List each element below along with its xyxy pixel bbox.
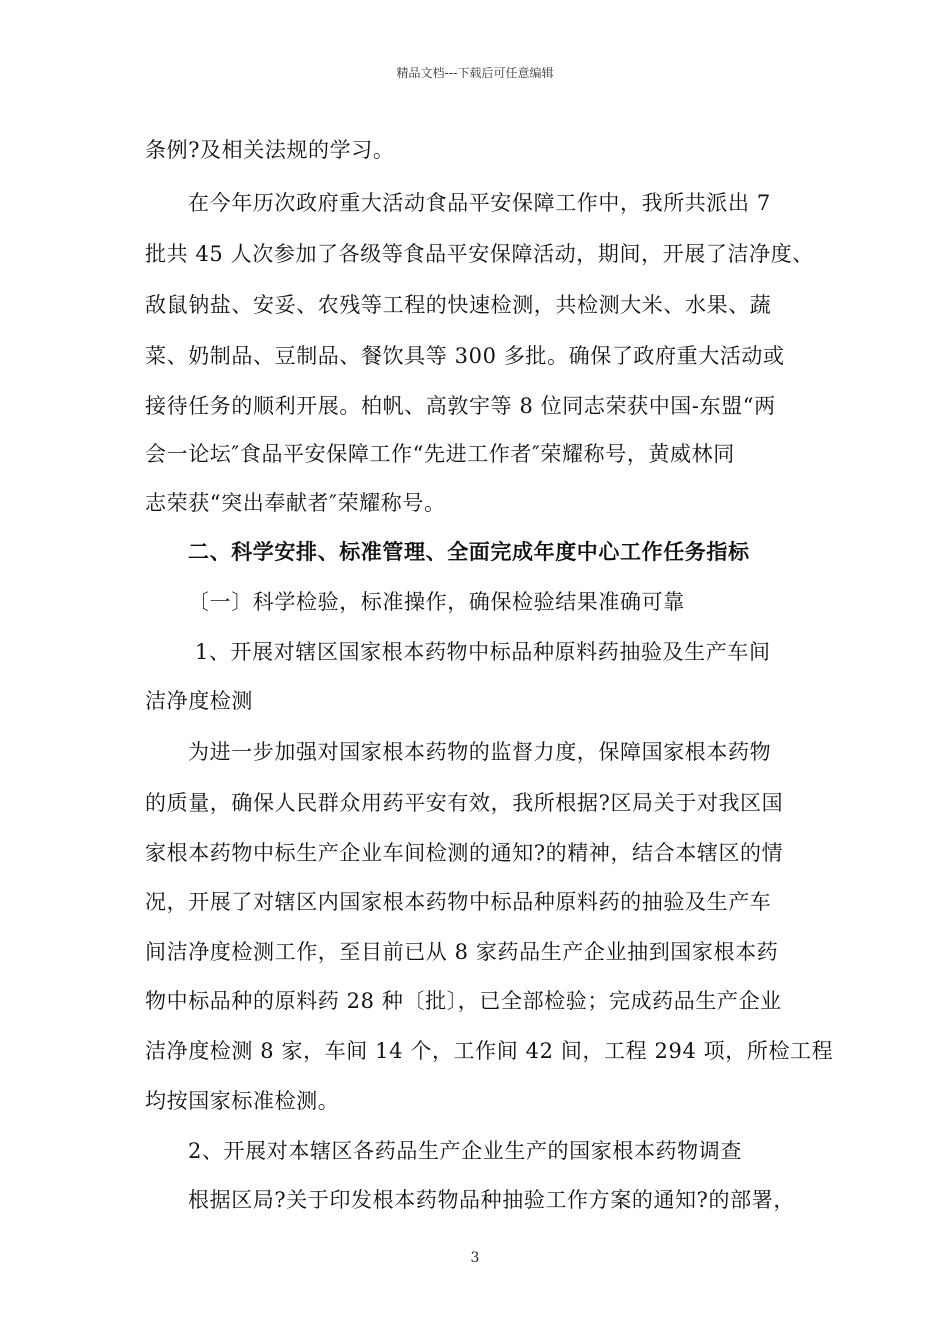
body-line: 会一论坛″食品平安保障工作“先进工作者″荣耀称号，黄威林同 [145, 442, 735, 466]
body-line: 洁净度检测 8 家，车间 14 个，工作间 42 间，工程 294 项，所检工程 [145, 1039, 834, 1063]
page-header: 精品文档---下载后可任意编辑 [396, 66, 554, 80]
body-line: 况，开展了对辖区内国家根本药物中标品种原料药的抽验及生产车 [145, 890, 772, 914]
body-line: 物中标品种的原料药 28 种〔批〕，已全部检验；完成药品生产企业 [145, 989, 782, 1013]
body-line: 的质量，确保人民群众用药平安有效，我所根据?区局关于对我区国 [145, 791, 784, 815]
body-line: 接待任务的顺利开展。柏帆、高敦宇等 8 位同志荣获中国-东盟“两 [145, 394, 776, 418]
body-line: 家根本药物中标生产企业车间检测的通知?的精神，结合本辖区的情 [145, 841, 784, 865]
body-line: 为进一步加强对国家根本药物的监督力度，保障国家根本药物 [188, 740, 772, 764]
subsection-heading: 〔一〕科学检验，标准操作，确保检验结果准确可靠 [188, 590, 685, 614]
body-line: 菜、奶制品、豆制品、餐饮具等 300 多批。确保了政府重大活动或 [145, 344, 785, 368]
page-number: 3 [470, 1250, 480, 1266]
body-line: 敌鼠钠盐、安妥、农残等工程的快速检测，共检测大米、水果、蔬 [145, 293, 772, 317]
body-line: 志荣获“突出奉献者″荣耀称号。 [145, 491, 446, 515]
item-heading: 2、开展对本辖区各药品生产企业生产的国家根本药物调查 [188, 1139, 742, 1163]
item-heading: 1、开展对辖区国家根本药物中标品种原料药抽验及生产车间 [195, 640, 771, 664]
body-line: 条例?及相关法规的学习。 [145, 138, 395, 162]
body-line: 均按国家标准检测。 [145, 1089, 340, 1113]
body-line: 根据区局?关于印发根本药物品种抽验工作方案的通知?的部署， [188, 1188, 795, 1212]
body-line: 间洁净度检测工作，至目前已从 8 家药品生产企业抽到国家根本药 [145, 940, 779, 964]
body-line: 在今年历次政府重大活动食品平安保障工作中，我所共派出 7 [188, 191, 771, 215]
section-heading: 二、科学安排、标准管理、全面完成年度中心工作任务指标 [188, 540, 750, 564]
item-heading-continued: 洁净度检测 [145, 689, 253, 713]
body-line: 批共 45 人次参加了各级等食品平安保障活动，期间，开展了洁净度、 [145, 242, 814, 266]
